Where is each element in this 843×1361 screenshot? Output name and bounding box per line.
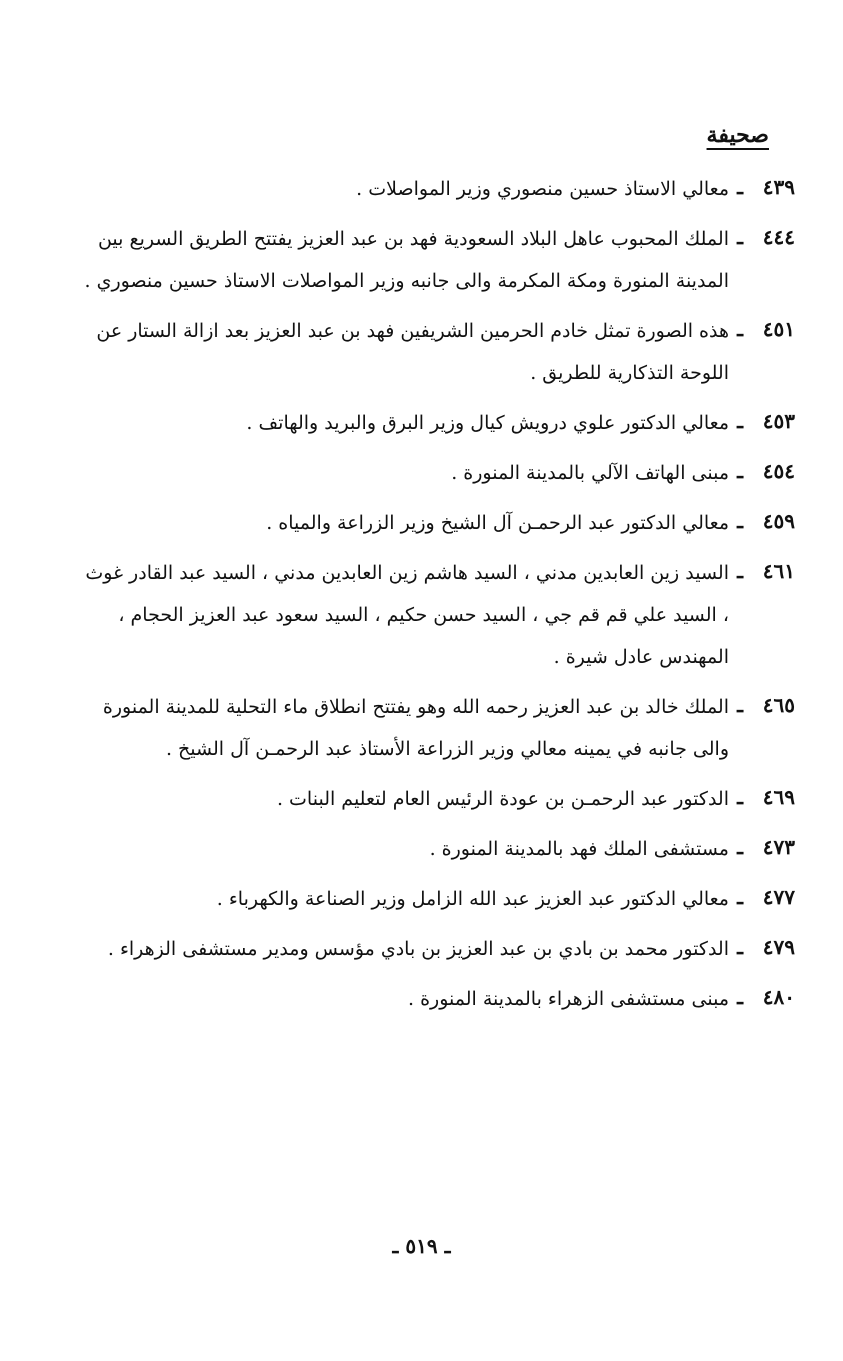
index-entry bbox=[75, 928, 795, 970]
entry-page-number: ٤٥٩ bbox=[762, 509, 795, 533]
index-entry bbox=[75, 168, 795, 210]
index-entry bbox=[75, 402, 795, 444]
index-entry bbox=[75, 452, 795, 494]
entry-caption: مبنى الهاتف الآلي بالمدينة المنورة . bbox=[451, 462, 729, 484]
entry-dash: ـ bbox=[737, 885, 743, 909]
entry-caption: الملك خالد بن عبد العزيز رحمه الله وهو يفتتح انطلاق ماء التحلية للمدينة المنورة والى جانبه في يمينه معالي وزير الزراعة الأستاذ عبد الرحمـن آل الشيخ . bbox=[102, 696, 729, 760]
index-entry bbox=[75, 310, 795, 394]
entry-dash: ـ bbox=[737, 409, 743, 433]
entry-dash: ـ bbox=[737, 225, 743, 249]
page-number: ـ ٥١٩ ـ bbox=[392, 1234, 451, 1258]
entry-caption: الملك المحبوب عاهل البلاد السعودية فهد بن عبد العزيز يفتتح الطريق السريع بين المدينة المنورة ومكة المكرمة والى جانبه وزير المواصلات الاستاذ حسين منصوري . bbox=[84, 228, 729, 292]
entry-page-number: ٤٧٣ bbox=[762, 835, 795, 859]
entry-dash: ـ bbox=[737, 559, 743, 583]
entry-dash: ـ bbox=[737, 175, 743, 199]
entry-page-number: ٤٦٥ bbox=[762, 693, 795, 717]
entry-dash: ـ bbox=[737, 985, 743, 1009]
entry-page-number: ٤٥١ bbox=[762, 317, 795, 341]
entry-page-number: ٤٨٠ bbox=[762, 985, 795, 1009]
entry-page-number: ٤٦١ bbox=[762, 559, 795, 583]
entry-caption: هذه الصورة تمثل خادم الحرمين الشريفين فهد بن عبد العزيز بعد ازالة الستار عن اللوحة التذكارية للطريق . bbox=[96, 320, 729, 384]
index-entry bbox=[75, 878, 795, 920]
entry-page-number: ٤٥٣ bbox=[762, 409, 795, 433]
index-entry bbox=[75, 686, 795, 770]
entry-page-number: ٤٤٤ bbox=[762, 225, 795, 249]
entry-dash: ـ bbox=[737, 835, 743, 859]
column-header: صحيفة bbox=[706, 122, 769, 148]
entry-dash: ـ bbox=[737, 693, 743, 717]
index-entry bbox=[75, 978, 795, 1020]
entry-caption: مبنى مستشفى الزهراء بالمدينة المنورة . bbox=[407, 988, 729, 1010]
entry-page-number: ٤٧٧ bbox=[762, 885, 795, 909]
entry-dash: ـ bbox=[737, 785, 743, 809]
entry-dash: ـ bbox=[737, 935, 743, 959]
entry-page-number: ٤٥٤ bbox=[762, 459, 795, 483]
entry-page-number: ٤٣٩ bbox=[762, 175, 795, 199]
entry-dash: ـ bbox=[737, 509, 743, 533]
entry-caption: معالي الاستاذ حسين منصوري وزير المواصلات . bbox=[356, 178, 729, 200]
entry-caption: معالي الدكتور علوي درويش كيال وزير البرق والبريد والهاتف . bbox=[246, 412, 729, 434]
entry-caption: مستشفى الملك فهد بالمدينة المنورة . bbox=[429, 838, 729, 860]
index-list bbox=[75, 168, 795, 1028]
entry-caption: معالي الدكتور عبد العزيز عبد الله الزامل وزير الصناعة والكهرباء . bbox=[216, 888, 729, 910]
entry-caption: الدكتور عبد الرحمـن بن عودة الرئيس العام لتعليم البنات . bbox=[276, 788, 729, 810]
entry-dash: ـ bbox=[737, 317, 743, 341]
entry-dash: ـ bbox=[737, 459, 743, 483]
entry-page-number: ٤٧٩ bbox=[762, 935, 795, 959]
index-entry bbox=[75, 502, 795, 544]
entry-caption: معالي الدكتور عبد الرحمـن آل الشيخ وزير الزراعة والمياه . bbox=[266, 512, 729, 534]
index-entry bbox=[75, 778, 795, 820]
entry-page-number: ٤٦٩ bbox=[762, 785, 795, 809]
entry-caption: السيد زين العابدين مدني ، السيد هاشم زين العابدين مدني ، السيد عبد القادر غوث ، السيد علي قم قم جي ، السيد حسن حكيم ، السيد سعود عبد العزيز الحجام ، المهندس عادل شيرة . bbox=[85, 562, 729, 668]
index-entry bbox=[75, 828, 795, 870]
index-entry bbox=[75, 218, 795, 302]
entry-caption: الدكتور محمد بن بادي بن عبد العزيز بن بادي مؤسس ومدير مستشفى الزهراء . bbox=[107, 938, 729, 960]
index-entry bbox=[75, 552, 795, 678]
